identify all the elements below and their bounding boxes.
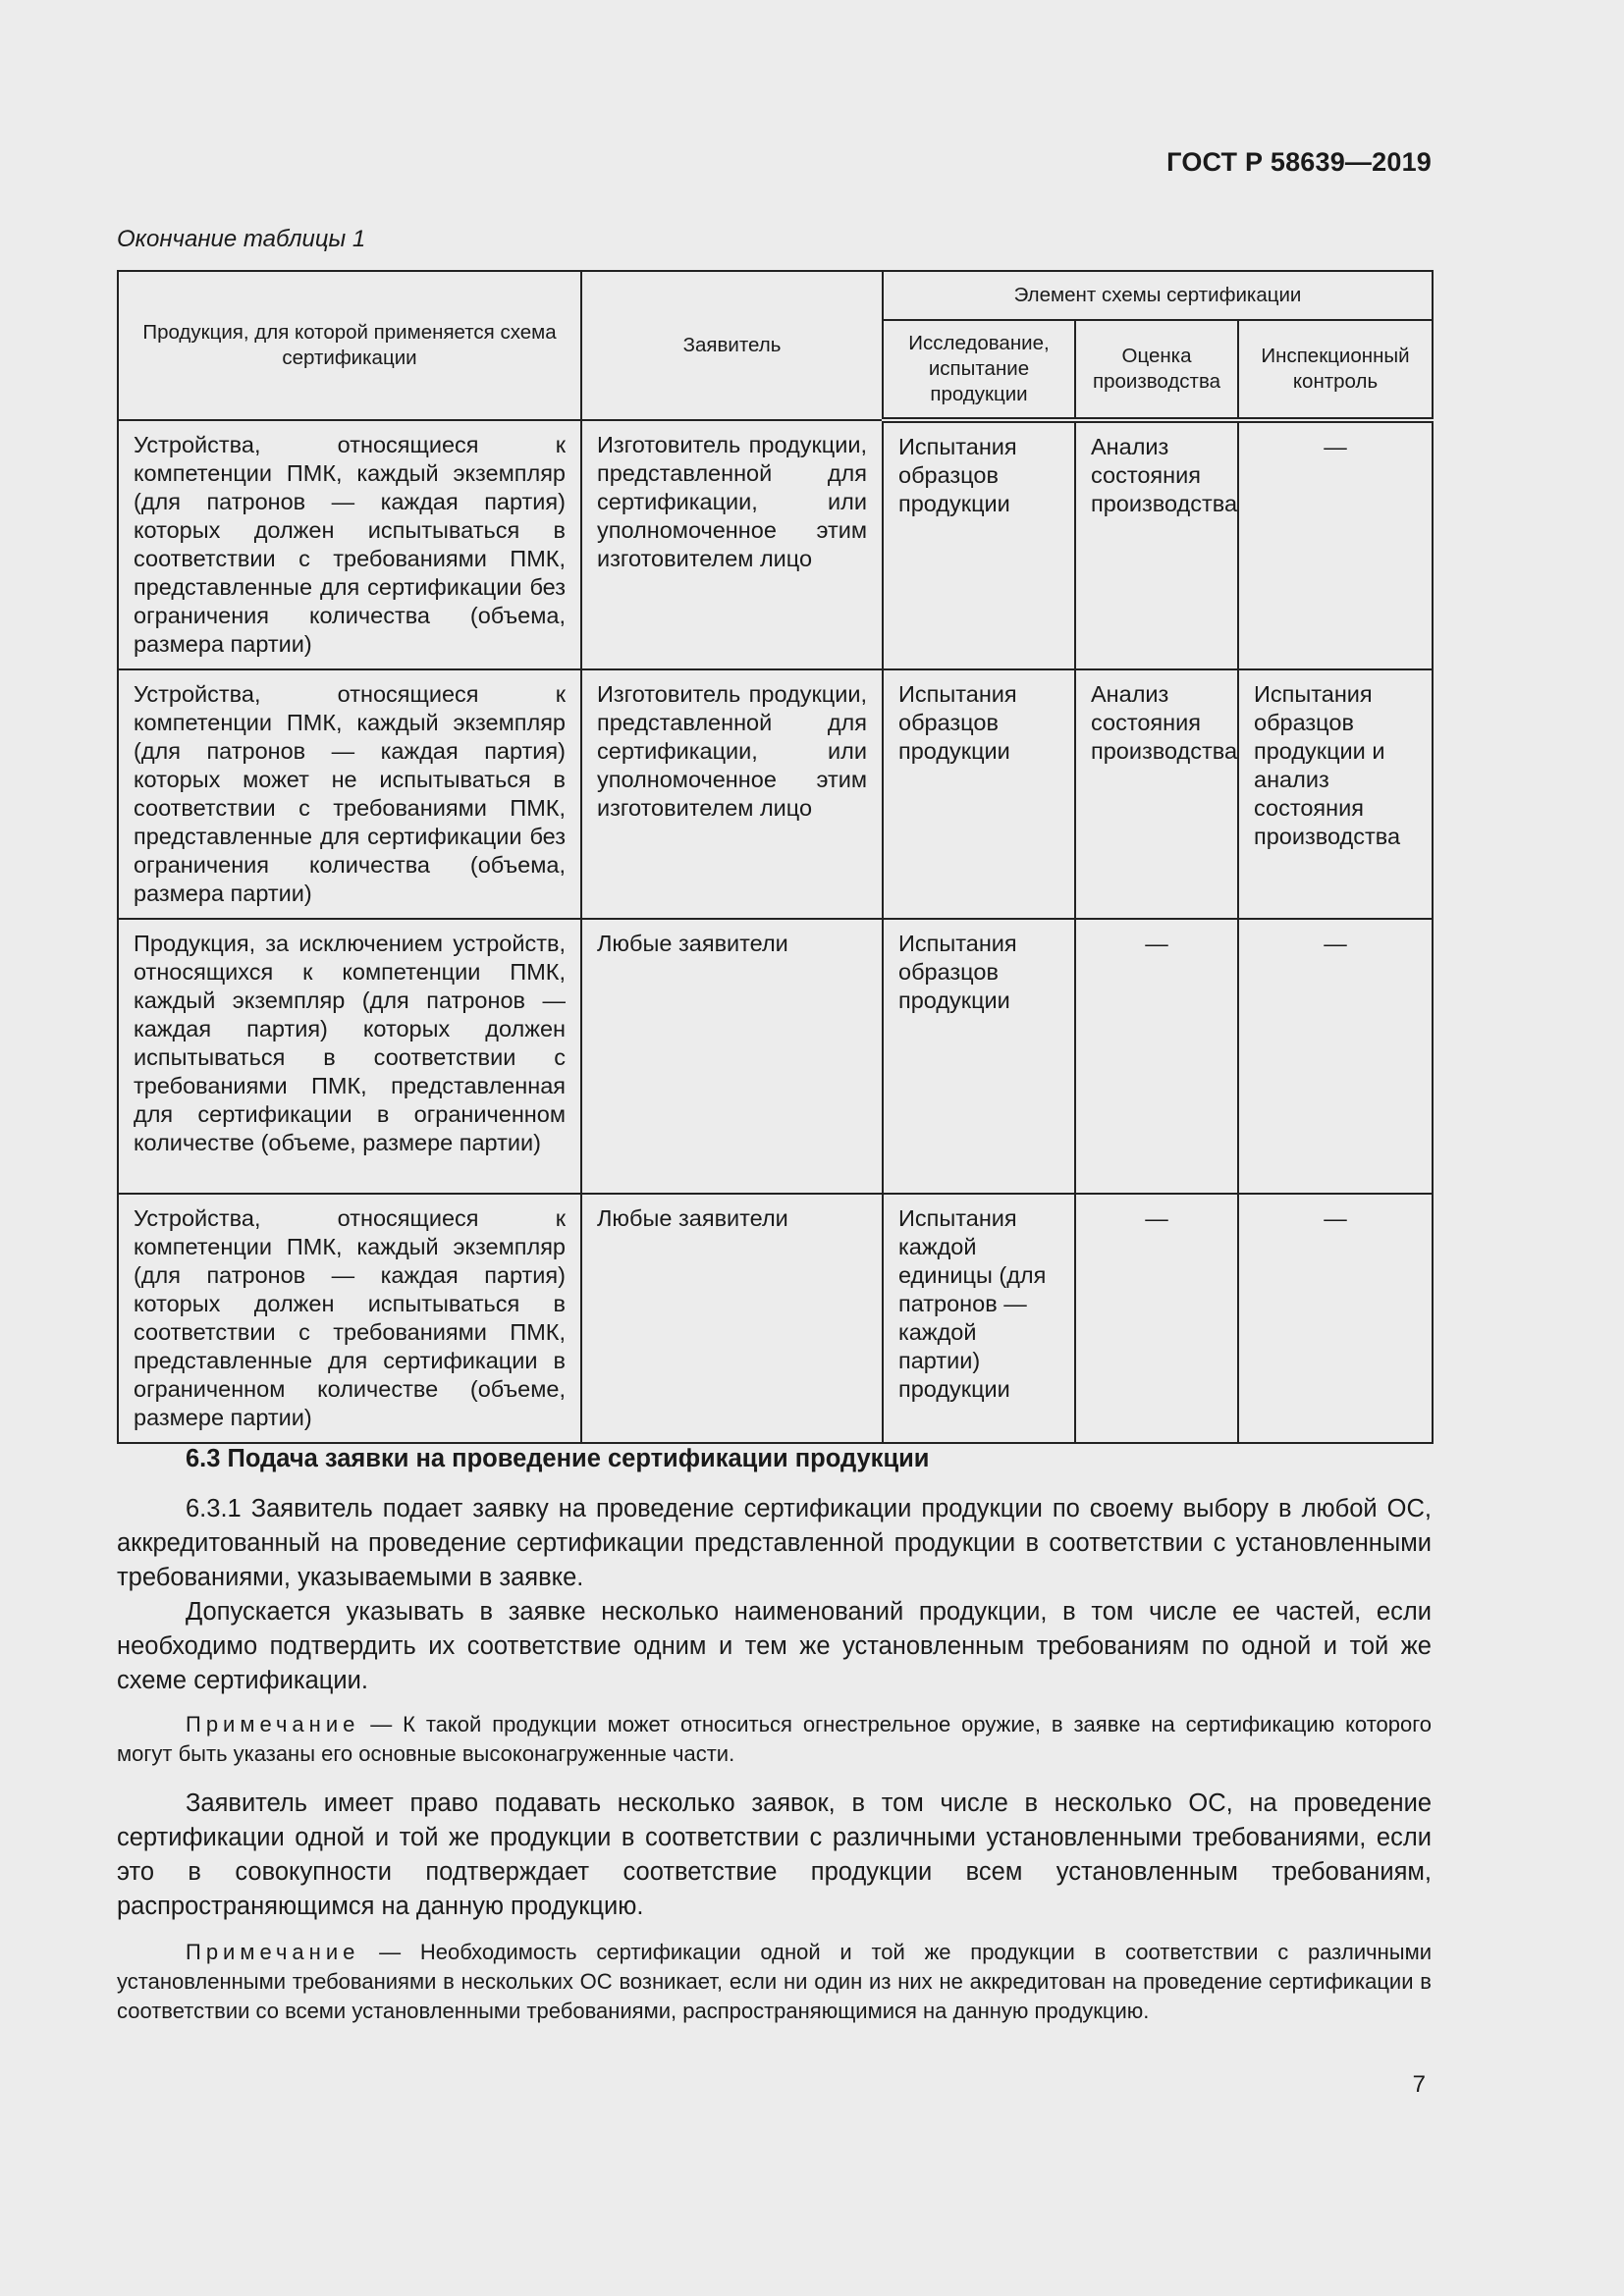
note-2 (117, 1938, 1432, 2026)
cell-product: Устройства, относящиеся к компетенции ПМК, каждый экземпляр (для патронов — каждая партия) которых должен испытываться в соответствии с требованиями ПМК, представленные для сертификации без ограничения количества (объема, размера партии) (118, 420, 581, 669)
table-caption: Окончание таблицы 1 (117, 226, 366, 252)
table-row (118, 420, 1433, 669)
header-product: Продукция, для которой применяется схема сертификации (118, 271, 581, 420)
document-id: ГОСТ Р 58639—2019 (1166, 147, 1432, 177)
header-applicant: Заявитель (581, 271, 883, 420)
section-body (117, 1492, 1432, 2026)
note-1-text: — К такой продукции может относиться огнестрельное оружие, в заявке на сертификацию которого могут быть указаны его основные высоконагруженные части. (117, 1712, 1432, 1766)
cell-inspection: — (1238, 420, 1433, 669)
cell-evaluation: — (1075, 919, 1238, 1194)
header-element-group: Элемент схемы сертификации (883, 271, 1433, 320)
cell-research: Испытания каждой единицы (для патронов — каждой партии) продукции (883, 1194, 1075, 1443)
table-row (118, 919, 1433, 1194)
cell-evaluation: Анализ состояния производства (1075, 420, 1238, 669)
cell-applicant: Любые заявители (581, 919, 883, 1194)
cell-evaluation: — (1075, 1194, 1238, 1443)
cell-research: Испытания образцов продукции (883, 669, 1075, 919)
table-row (118, 669, 1433, 919)
cell-product: Продукция, за исключением устройств, относящихся к компетенции ПМК, каждый экземпляр (для патронов — каждая партия) которых должен испытываться в соответствии с требованиями ПМК, представленная для сертификации в ограниченном количестве (объеме, размере партии) (118, 919, 581, 1194)
cell-research: Испытания образцов продукции (883, 420, 1075, 669)
cell-applicant: Изготовитель продукции, представленной для сертификации, или уполномоченное этим изготовителем лицо (581, 669, 883, 919)
header-research: Исследование, испытание продукции (883, 320, 1075, 420)
certification-scheme-table (117, 270, 1434, 1444)
cell-applicant: Изготовитель продукции, представленной для сертификации, или уполномоченное этим изготовителем лицо (581, 420, 883, 669)
cell-inspection: Испытания образцов продукции и анализ состояния производства (1238, 669, 1433, 919)
page-number: 7 (1412, 2071, 1426, 2098)
paragraph-6-3-1: 6.3.1 Заявитель подает заявку на проведение сертификации продукции по своему выбору в любой ОС, аккредитованный на проведение сертификации представленной продукции в соответствии с установленными требованиями, указываемыми в заявке. (117, 1495, 1432, 1591)
cell-research: Испытания образцов продукции (883, 919, 1075, 1194)
document-page (117, 0, 1432, 2296)
paragraph-multiple-names: Допускается указывать в заявке несколько наименований продукции, в том числе ее частей, если необходимо подтвердить их соответствие одним и тем же установленным требованиям по одной и той же схеме сертификации. (117, 1598, 1432, 1694)
paragraph-multiple-applications: Заявитель имеет право подавать несколько заявок, в том числе в несколько ОС, на проведение сертификации одной и той же продукции в соответствии с различными установленными требованиями, если это в совокупности подтверждает соответствие продукции всем установленным требованиям, распространяющимся на данную продукцию. (117, 1789, 1432, 1920)
cell-applicant: Любые заявители (581, 1194, 883, 1443)
header-evaluation: Оценка производства (1075, 320, 1238, 420)
note-1 (117, 1710, 1432, 1769)
cell-product: Устройства, относящиеся к компетенции ПМК, каждый экземпляр (для патронов — каждая партия) которых может не испытываться в соответствии с требованиями ПМК, представленные для сертификации без ограничения количества (объема, размера партии) (118, 669, 581, 919)
table-row (118, 1194, 1433, 1443)
header-inspection: Инспекционный контроль (1238, 320, 1433, 420)
note-label: Примечание (186, 1940, 360, 1964)
cell-evaluation: Анализ состояния производства (1075, 669, 1238, 919)
cell-product: Устройства, относящиеся к компетенции ПМК, каждый экземпляр (для патронов — каждая партия) которых должен испытываться в соответствии с требованиями ПМК, представленные для сертификации в ограниченном количестве (объеме, размере партии) (118, 1194, 581, 1443)
cell-inspection: — (1238, 919, 1433, 1194)
cell-inspection: — (1238, 1194, 1433, 1443)
section-title: 6.3 Подача заявки на проведение сертификации продукции (186, 1445, 930, 1472)
note-2-text: — Необходимость сертификации одной и той же продукции в соответствии с различными установленными требованиями в нескольких ОС возникает, если ни один из них не аккредитован на проведение сертификации в соответствии со всеми установленными требованиями, распространяющимися на данную продукцию. (117, 1940, 1432, 2023)
note-label: Примечание (186, 1712, 360, 1736)
